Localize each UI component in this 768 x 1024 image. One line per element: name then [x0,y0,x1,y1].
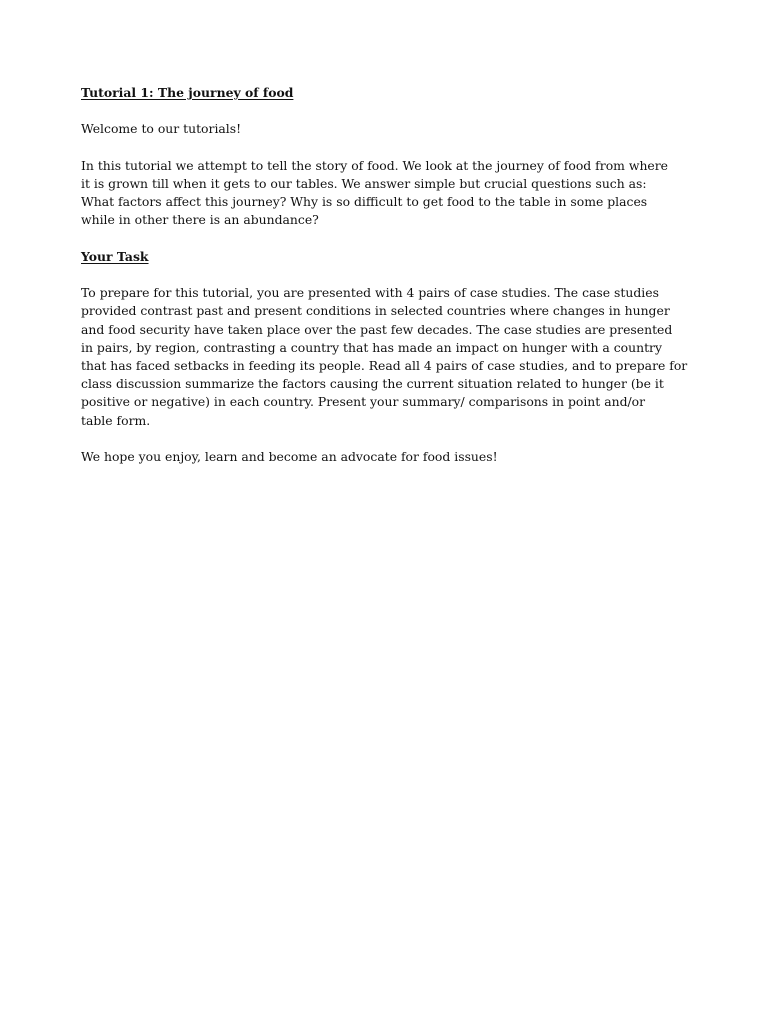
task-line: and food security have taken place over the past few decades. The case studies are presented [81,321,673,337]
task-line: positive or negative) in each country. Present your summary/ comparisons in point and/or [81,394,646,410]
task-line: To prepare for this tutorial, you are presented with 4 pairs of case studies. The case studies [81,285,659,301]
task-line: that has faced setbacks in feeding its people. Read all 4 pairs of case studies, and to prepare for [81,357,688,373]
task-line: table form. [81,412,151,428]
closing-text: We hope you enjoy, learn and become an advocate for food issues! [81,448,498,464]
intro-line: while in other there is an abundance? [81,212,319,228]
intro-paragraph [81,157,693,230]
intro-line: In this tutorial we attempt to tell the story of food. We look at the journey of food from where [81,157,669,173]
task-heading: Your Task [81,248,149,264]
task-paragraph [81,284,693,430]
document-body [81,84,693,484]
intro-line: What factors affect this journey? Why is so difficult to get food to the table in some places [81,194,648,210]
document-title: Tutorial 1: The journey of food [81,85,294,100]
welcome-text: Welcome to our tutorials! [81,121,242,137]
task-line: class discussion summarize the factors causing the current situation related to hunger (be it [81,376,664,392]
task-line: provided contrast past and present conditions in selected countries where changes in hunger [81,303,670,319]
task-line: in pairs, by region, contrasting a country that has made an impact on hunger with a country [81,339,662,355]
intro-line: it is grown till when it gets to our tables. We answer simple but crucial questions such as: [81,175,647,191]
